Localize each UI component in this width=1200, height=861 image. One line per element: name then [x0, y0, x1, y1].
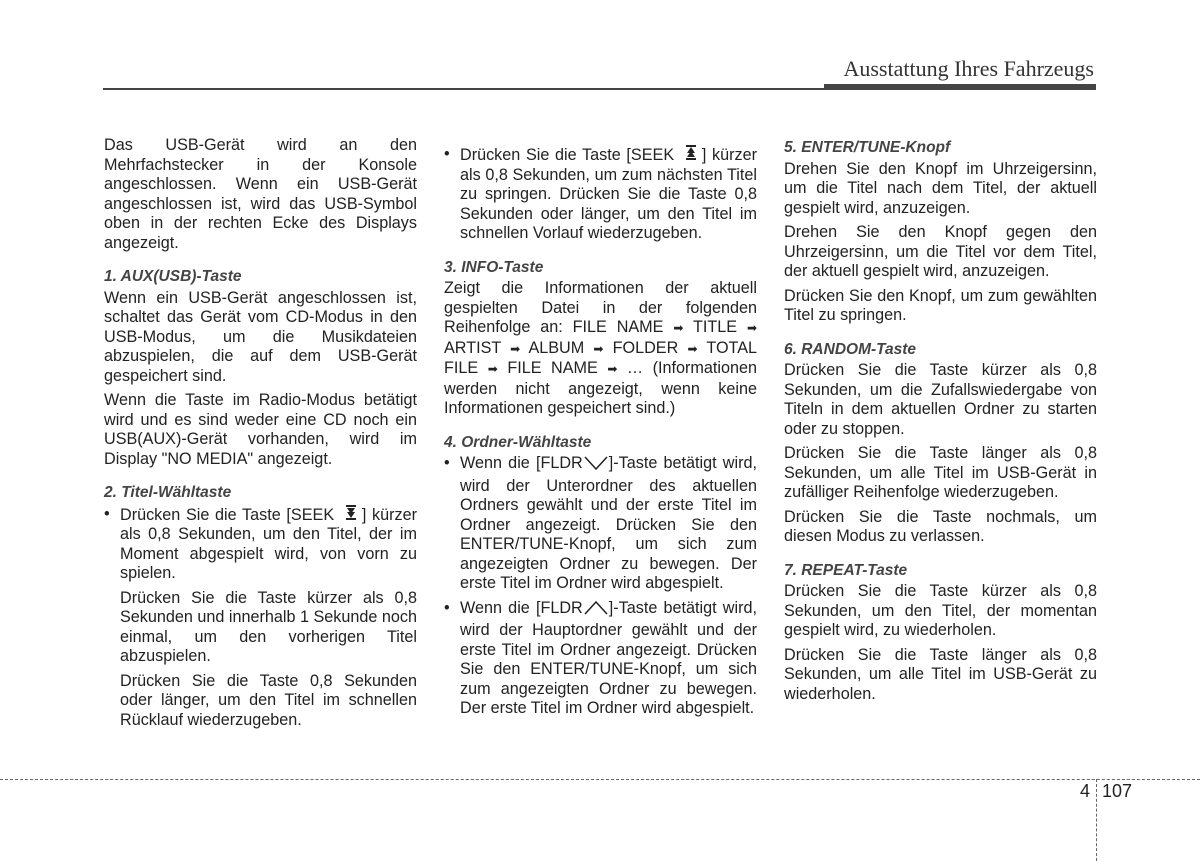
- section-heading-title-select: 2. Titel-Wähltaste: [104, 484, 232, 501]
- info-item-folder: FOLDER: [612, 338, 679, 357]
- section-heading-enter-tune: 5. ENTER/TUNE-Knopf: [784, 139, 951, 156]
- folder-up-text-end: ]-Taste betätigt wird, wird der Hauptordner gewählt und der erste Titel im Ordner angezeigt. Drücken Sie den ENTER/TUNE-Knopf, um sich zum angezeigten Ordner zu bewegen. Der erste Titel im Ordner wird abgespielt.: [460, 598, 757, 717]
- bullet-seek-up: [444, 145, 757, 244]
- chevron-down-icon: [584, 455, 608, 477]
- seek-down-text-end: ] kürzer als 0,8 Sekunden, um den Titel, der im Moment abgespielt wird, von vorn zu spielen.: [120, 505, 417, 582]
- seek-up-text-end: ] kürzer als 0,8 Sekunden, um zum nächsten Titel zu springen. Drücken Sie die Taste 0,8 Sekunden oder länger, um den Titel im schnellen Vorlauf wiederzugeben.: [460, 146, 757, 242]
- column-middle: [444, 145, 757, 724]
- arrow-right-icon: ➡: [673, 321, 684, 335]
- footer-dashed-rule: [0, 779, 1200, 780]
- enter-tune-paragraph-2: Drehen Sie den Knopf gegen den Uhrzeigersinn, um die Titel vor dem Titel, der aktuell gespielt wird, anzuzeigen.: [784, 223, 1097, 280]
- info-item-title: TITLE: [692, 318, 738, 336]
- arrow-right-icon: ➡: [487, 362, 498, 376]
- seek-down-sub-1: Drücken Sie die Taste kürzer als 0,8 Sekunden und innerhalb 1 Sekunde noch einmal, um den vorherigen Titel abzuspielen.: [120, 588, 418, 665]
- seek-up-text-start: Drücken Sie die Taste [SEEK: [460, 146, 675, 164]
- info-paragraph: [444, 279, 757, 419]
- info-item-album: ALBUM: [528, 338, 585, 357]
- arrow-right-icon: ➡: [687, 341, 698, 356]
- page-number: 107: [1102, 781, 1133, 801]
- bullet-dot: •: [444, 598, 450, 617]
- intro-paragraph: Das USB-Gerät wird an den Mehrfachstecker in der Konsole angeschlossen. Wenn ein USB-Gerät angeschlossen ist, wird das USB-Symbol oben in der rechten Ecke des Displays angezeigt.: [104, 136, 417, 252]
- header-rule: [103, 88, 1096, 90]
- chevron-up-icon: [584, 600, 608, 622]
- repeat-paragraph-2: Drücken Sie die Taste länger als 0,8 Sekunden, um alle Titel im USB-Gerät zu wiederholen.: [784, 645, 1097, 703]
- seek-down-sub-2: Drücken Sie die Taste 0,8 Sekunden oder länger, um den Titel im schnellen Rücklauf wiederzugeben.: [120, 671, 417, 729]
- enter-tune-paragraph-1: Drehen Sie den Knopf im Uhrzeigersinn, um die Titel nach dem Titel, der aktuell gespielt wird, anzuzeigen.: [784, 159, 1097, 217]
- folder-down-text-end: ]-Taste betätigt wird, wird der Unterordner des aktuellen Ordners gewählt und der erste Titel im Ordner angezeigt. Drücken Sie den ENTER/TUNE-Knopf, um sich zum angezeigten Ordner zu bewegen. Der erste Titel im Ordner wird abgespielt.: [460, 454, 757, 592]
- page-header-title: Ausstattung Ihres Fahrzeugs: [843, 56, 1094, 81]
- info-item-file-name: FILE NAME: [507, 359, 598, 377]
- repeat-paragraph-1: Drücken Sie die Taste kürzer als 0,8 Sekunden, um den Titel, der momentan gespielt wird, zu wiederholen.: [784, 582, 1097, 639]
- random-paragraph-1: Drücken Sie die Taste kürzer als 0,8 Sekunden, um die Zufallswiedergabe von Titeln in dem aktuellen Ordner zu starten oder zu stoppen.: [784, 361, 1097, 438]
- footer-vertical-divider: [1096, 779, 1097, 861]
- chapter-number: 4: [1080, 781, 1091, 801]
- arrow-right-icon: ➡: [746, 321, 757, 335]
- section-heading-random: 6. RANDOM-Taste: [784, 340, 917, 358]
- aux-usb-paragraph-1: Wenn ein USB-Gerät angeschlossen ist, schaltet das Gerät vom CD-Modus in den USB-Modus, um die Musikdateien abzuspielen, die auf dem USB-Gerät gespeichert sind.: [104, 288, 417, 385]
- section-heading-folder-select: 4. Ordner-Wähltaste: [444, 433, 592, 451]
- section-heading-repeat: 7. REPEAT-Taste: [784, 561, 908, 579]
- folder-up-text-start: Wenn die [FLDR: [460, 598, 583, 617]
- bullet-dot: •: [444, 454, 450, 472]
- seek-up-icon: [686, 145, 696, 166]
- random-paragraph-3: Drücken Sie die Taste nochmals, um diesen Modus zu verlassen.: [784, 507, 1097, 545]
- aux-usb-paragraph-2: Wenn die Taste im Radio-Modus betätigt wird und es sind weder eine CD noch ein USB(AUX)-Gerät vorhanden, wird im Display "NO MEDIA" angezeigt.: [104, 391, 417, 468]
- section-heading-aux-usb: 1. AUX(USB)-Taste: [104, 268, 242, 285]
- bullet-dot: •: [104, 504, 110, 523]
- column-right: [784, 124, 1097, 709]
- enter-tune-paragraph-3: Drücken Sie den Knopf, um zum gewählten Titel zu springen.: [784, 286, 1097, 324]
- folder-down-text-start: Wenn die [FLDR: [460, 454, 583, 472]
- section-heading-info: 3. INFO-Taste: [444, 258, 544, 276]
- arrow-right-icon: ➡: [510, 341, 521, 356]
- bullet-seek-down: [104, 505, 417, 584]
- info-text-end: … (Informationen werden nicht angezeigt, wenn keine Informationen gespeichert sind.): [444, 359, 758, 417]
- info-item-total-file: TOTAL FILE: [444, 338, 758, 377]
- bullet-folder-down: [444, 454, 757, 594]
- info-item-artist: ARTIST: [444, 338, 501, 357]
- seek-down-text-start: Drücken Sie die Taste [SEEK: [120, 505, 335, 524]
- arrow-right-icon: ➡: [593, 341, 604, 356]
- random-paragraph-2: Drücken Sie die Taste länger als 0,8 Sekunden, um alle Titel im USB-Gerät in zufälliger Reihenfolge wiederzugeben.: [784, 444, 1097, 501]
- column-left: [104, 136, 417, 735]
- info-text-start: Zeigt die Informationen der aktuell gespielten Datei in der folgenden Reihenfolge an: FILE NAME: [444, 279, 757, 336]
- seek-down-icon: [346, 505, 356, 526]
- arrow-right-icon: ➡: [607, 362, 618, 376]
- bullet-dot: •: [444, 145, 450, 163]
- bullet-folder-up: [444, 599, 757, 719]
